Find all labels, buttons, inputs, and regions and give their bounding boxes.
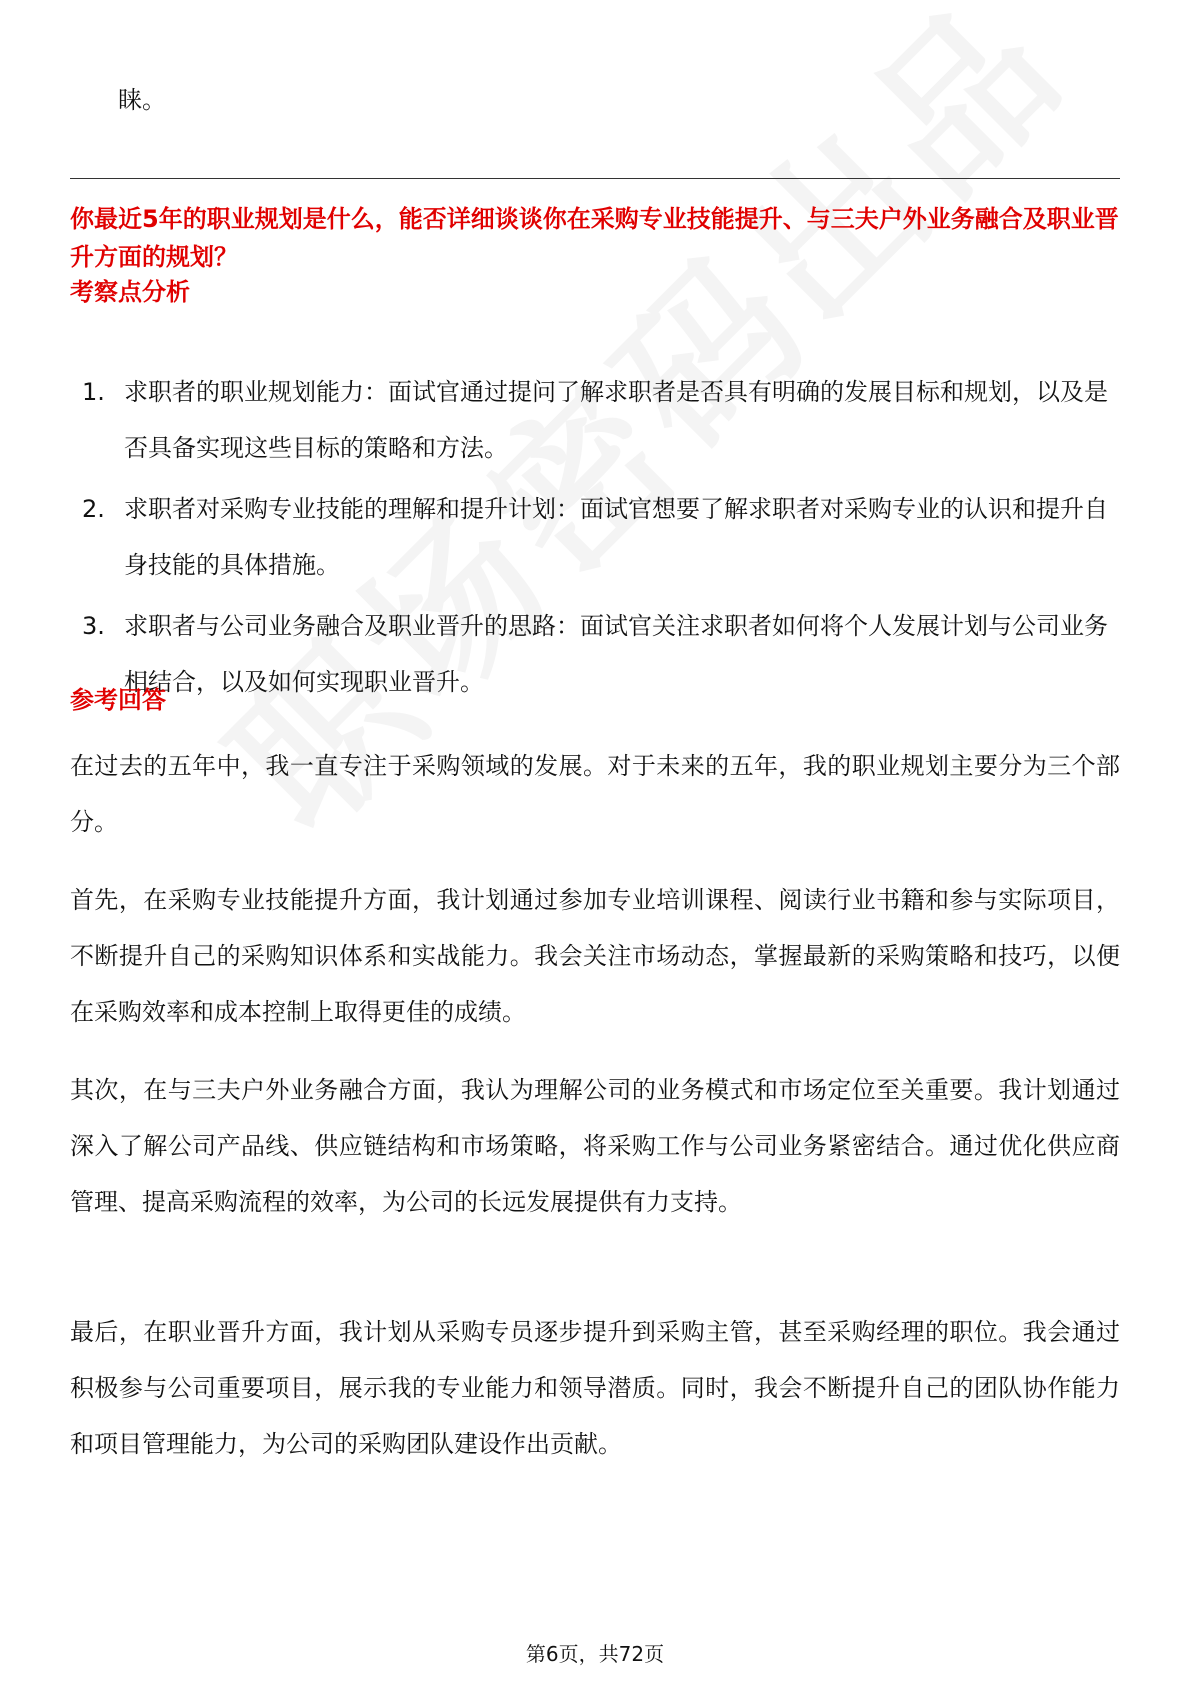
list-item <box>82 598 1122 710</box>
list-item <box>82 364 1122 476</box>
list-number: 3. <box>82 612 105 640</box>
list-item-text: 求职者与公司业务融合及职业晋升的思路：面试官关注求职者如何将个人发展计划与公司业务相结合，以及如何实现职业晋升。 <box>124 612 1108 696</box>
page-number: 第6页，共72页 <box>525 1642 665 1666</box>
answer-paragraph: 在过去的五年中，我一直专注于采购领域的发展。对于未来的五年，我的职业规划主要分为三个部分。 <box>70 752 1120 836</box>
analysis-heading: 考察点分析 <box>70 278 190 306</box>
list-number: 2. <box>82 495 105 523</box>
answer-paragraph: 其次，在与三夫户外业务融合方面，我认为理解公司的业务模式和市场定位至关重要。我计划通过深入了解公司产品线、供应链结构和市场策略，将采购工作与公司业务紧密结合。通过优化供应商管理、提高采购流程的效率，为公司的长远发展提供有力支持。 <box>70 1076 1120 1216</box>
list-item <box>82 481 1122 593</box>
list-item-text: 求职者对采购专业技能的理解和提升计划：面试官想要了解求职者对采购专业的认识和提升自身技能的具体措施。 <box>124 495 1108 579</box>
section-divider <box>70 178 1120 179</box>
carryover-text: 睐。 <box>118 86 166 114</box>
question-heading: 你最近5年的职业规划是什么，能否详细谈谈你在采购专业技能提升、与三夫户外业务融合及职业晋升方面的规划？ <box>70 205 1119 271</box>
analysis-list <box>82 364 1122 715</box>
list-item-text: 求职者的职业规划能力：面试官通过提问了解求职者是否具有明确的发展目标和规划，以及是否具备实现这些目标的策略和方法。 <box>124 378 1108 462</box>
answer-paragraph: 最后，在职业晋升方面，我计划从采购专员逐步提升到采购主管，甚至采购经理的职位。我会通过积极参与公司重要项目，展示我的专业能力和领导潜质。同时，我会不断提升自己的团队协作能力和项目管理能力，为公司的采购团队建设作出贡献。 <box>70 1318 1120 1458</box>
answer-paragraph: 首先，在采购专业技能提升方面，我计划通过参加专业培训课程、阅读行业书籍和参与实际项目，不断提升自己的采购知识体系和实战能力。我会关注市场动态，掌握最新的采购策略和技巧，以便在采购效率和成本控制上取得更佳的成绩。 <box>70 886 1120 1026</box>
list-number: 1. <box>82 378 105 406</box>
answer-heading: 参考回答 <box>70 686 166 714</box>
